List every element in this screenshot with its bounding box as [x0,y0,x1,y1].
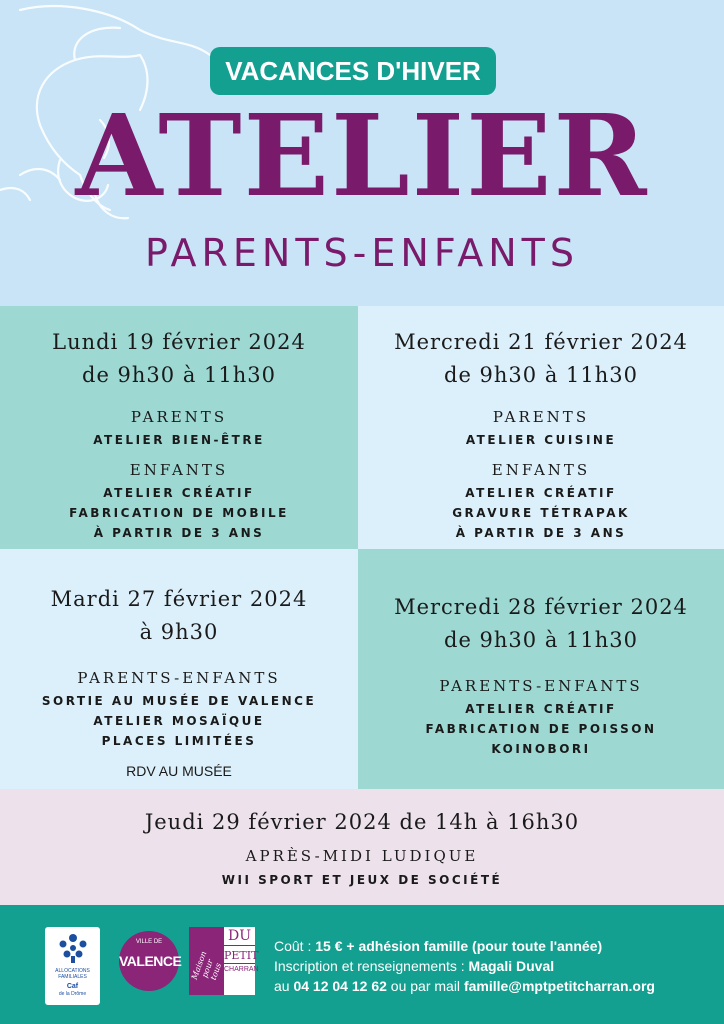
mpt-petit-charran-logo [189,927,259,995]
mpt-script-text: Maison pour tous [189,949,224,982]
contact-label: Inscription et renseignements : [274,958,469,974]
session-date: Mercredi 21 février 2024 [394,330,688,354]
caf-family-icon [53,930,93,964]
event-tag: VACANCES D'HIVER [210,47,496,95]
group-heading: PARENTS-ENFANTS [77,669,281,687]
group-heading: PARENTS [492,408,590,426]
mpt-petit: PETIT [224,949,259,962]
phone-number[interactable]: 04 12 04 12 62 [293,978,387,994]
activity-line: ATELIER CRÉATIF [103,486,255,500]
session-date: Mercredi 28 février 2024 [394,595,688,619]
activity-line: PLACES LIMITÉES [101,734,257,748]
session-time: de 9h30 à 11h30 [444,363,638,387]
caf-top-text: ALLOCATIONS FAMILIALES [55,968,90,980]
cost-label: Coût : [274,938,316,954]
mpt-right-block [224,927,259,995]
activity-line: ATELIER CUISINE [465,433,617,447]
cost-line [274,936,655,956]
contact-line [274,956,655,976]
valence-small-text: VILLE DE [135,939,163,945]
group-heading: PARENTS-ENFANTS [439,677,643,695]
caf-region: de la Drôme [58,991,87,997]
activity-line: ATELIER CRÉATIF [465,702,617,716]
session-card-4 [358,549,724,789]
activity-line: ATELIER CRÉATIF [465,486,617,500]
activity-line: À PARTIR DE 3 ANS [93,526,265,540]
activity-line: SORTIE AU MUSÉE DE VALENCE [41,694,317,708]
session-card-5 [0,789,724,905]
activity-line: ATELIER BIEN-ÊTRE [93,433,265,447]
activity-line: KOINOBORI [491,742,591,756]
mail-prefix: ou par mail [386,978,464,994]
session-time: de 9h30 à 11h30 [444,628,638,652]
page-subtitle: PARENTS-ENFANTS [145,231,579,275]
activity-line: WII SPORT ET JEUX DE SOCIÉTÉ [221,873,503,887]
activity-line: ATELIER MOSAÏQUE [93,714,265,728]
valence-name: VALENCE [119,953,182,969]
group-heading: APRÈS-MIDI LUDIQUE [245,847,479,865]
activity-line: FABRICATION DE MOBILE [69,506,289,520]
meeting-note: RDV AU MUSÉE [126,763,232,779]
session-time: de 9h30 à 11h30 [82,363,276,387]
phone-prefix: au [274,978,294,994]
session-card-3 [0,549,358,789]
footer [0,905,724,1024]
cost-value: 15 € + adhésion famille (pour toute l'année) [315,938,603,954]
contact-name: Magali Duval [468,958,555,974]
email-link[interactable]: famille@mptpetitcharran.org [463,978,655,994]
activity-line: GRAVURE TÉTRAPAK [452,506,630,520]
activity-line: FABRICATION DE POISSON [425,722,657,736]
session-date: Mardi 27 février 2024 [50,587,308,611]
group-heading: PARENTS [130,408,228,426]
header-banner [0,0,724,306]
valence-logo [119,931,182,991]
session-time: à 9h30 [139,620,219,644]
session-card-1 [0,306,358,549]
session-card-2 [358,306,724,549]
caf-name: Caf [66,983,79,990]
session-date: Jeudi 29 février 2024 de 14h à 16h30 [144,810,580,834]
session-date: Lundi 19 février 2024 [52,330,306,354]
group-heading: ENFANTS [491,461,591,479]
activity-line: À PARTIR DE 3 ANS [455,526,627,540]
mpt-left-block [189,927,224,995]
phone-line [274,976,655,996]
mpt-charran: CHARRAN [224,966,259,973]
caf-logo [45,927,100,1005]
contact-info [274,936,655,996]
page-title: ATELIER [75,91,649,222]
group-heading: ENFANTS [129,461,229,479]
mpt-du: DU [224,927,255,946]
